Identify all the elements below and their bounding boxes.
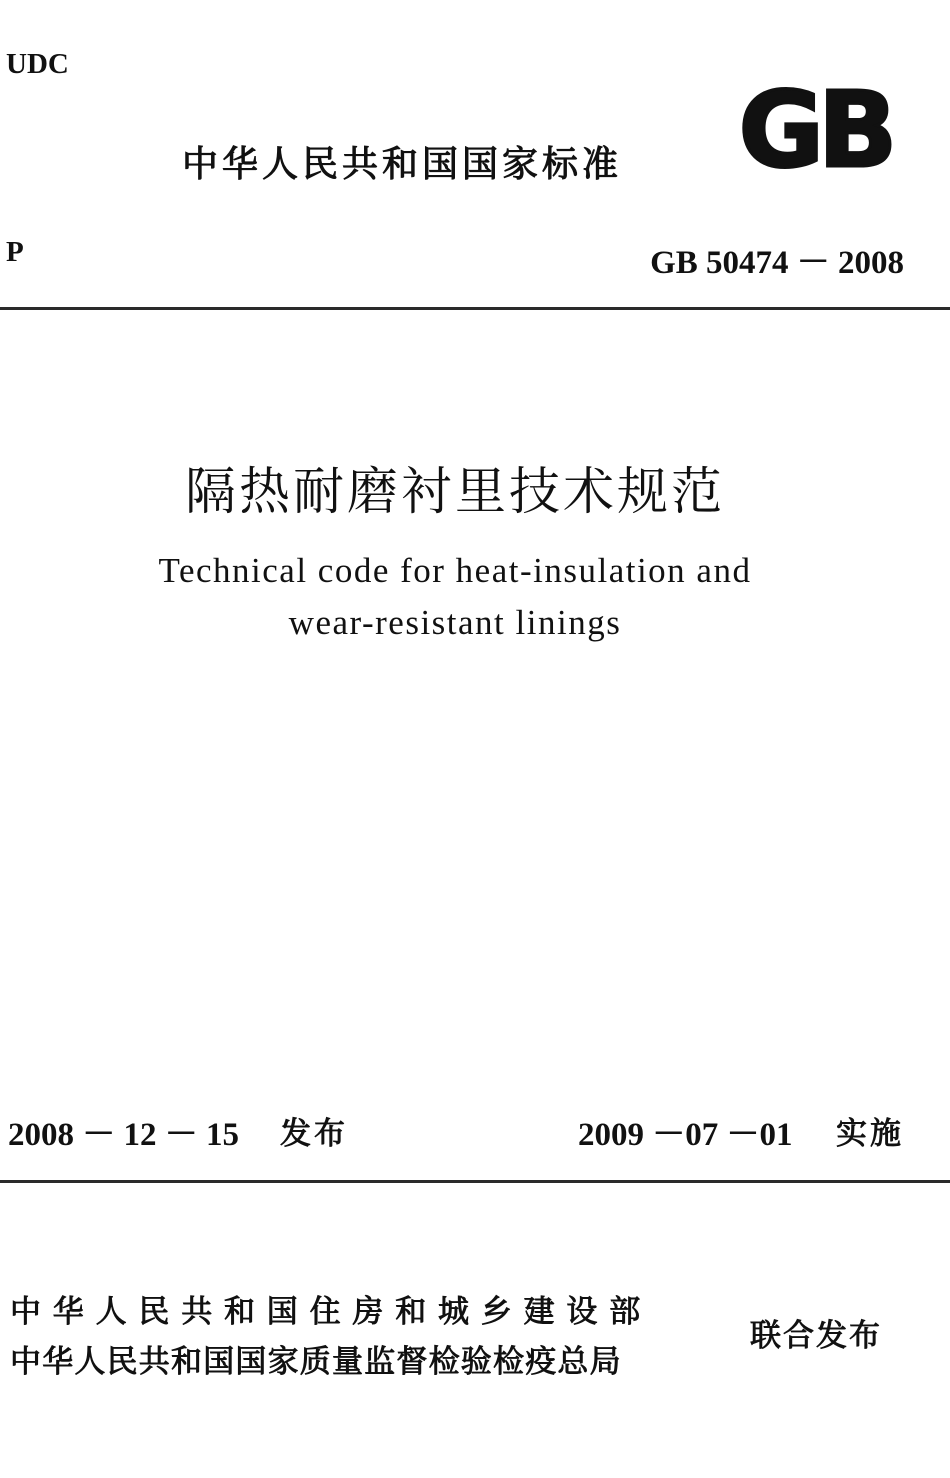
top-divider [0, 307, 950, 310]
standard-number: GB 50474 － 2008 [650, 245, 904, 281]
title-english-line-1: Technical code for heat-insulation and [158, 551, 752, 590]
publisher-ministry-housing: 中华人民共和国住房和城乡建设部 [10, 1294, 652, 1330]
gb-logo [722, 82, 908, 182]
udc-label: UDC [6, 48, 69, 80]
effective-date: 2009 －07 －01 [578, 1117, 793, 1153]
gb-logo-text: GB [738, 82, 892, 182]
category-code: P [6, 236, 24, 268]
effective-label: 实施 [836, 1116, 904, 1152]
national-standard-heading: 中华人民共和国国家标准 [182, 144, 623, 185]
bottom-divider [0, 1180, 950, 1183]
title-english-line-2: wear-resistant linings [288, 603, 622, 642]
publisher-aqsiq: 中华人民共和国国家质量监督检验检疫总局 [10, 1344, 622, 1380]
joint-publish-label: 联合发布 [750, 1318, 882, 1354]
title-english [0, 545, 910, 649]
title-chinese: 隔热耐磨衬里技术规范 [184, 463, 725, 522]
issued-date: 2008 － 12 － 15 [8, 1117, 239, 1153]
issued-label: 发布 [280, 1116, 348, 1152]
